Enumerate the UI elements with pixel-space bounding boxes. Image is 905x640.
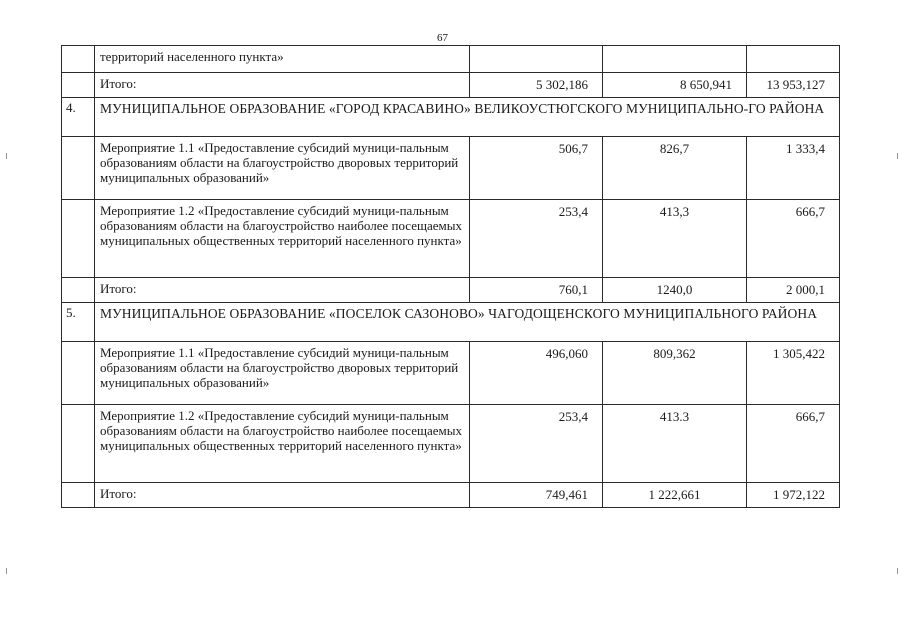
total-label: Итого:: [95, 73, 470, 98]
section-number: 5.: [62, 303, 95, 342]
value-col-1: 5 302,186: [470, 73, 603, 98]
total-row: [62, 278, 840, 303]
row-description: территорий населенного пункта»: [95, 46, 470, 73]
table-row: [62, 46, 840, 73]
value-col-2: 826,7: [603, 137, 747, 200]
row-number: [62, 200, 95, 278]
measure-description: Мероприятие 1.2 «Предоставление субсидий муници-пальным образованиям области на благоустройство наиболее посещаемых муниципальных общественных территорий населенного пункта»: [95, 405, 470, 483]
value-col-1: 253,4: [470, 200, 603, 278]
row-number: [62, 278, 95, 303]
value-col-1: 496,060: [470, 342, 603, 405]
section-row: [62, 98, 840, 137]
value-col-1: 253,4: [470, 405, 603, 483]
measure-row: [62, 405, 840, 483]
value-col-3: 1 333,4: [747, 137, 840, 200]
scan-mark: [897, 568, 898, 574]
value-col-1: 749,461: [470, 483, 603, 508]
value-col-1: [470, 46, 603, 73]
value-col-2: 809,362: [603, 342, 747, 405]
page-number: 67: [437, 32, 448, 44]
value-col-2: 413.3: [603, 405, 747, 483]
value-col-3: 1 305,422: [747, 342, 840, 405]
value-col-3: 1 972,122: [747, 483, 840, 508]
total-row: [62, 483, 840, 508]
section-title: МУНИЦИПАЛЬНОЕ ОБРАЗОВАНИЕ «ПОСЕЛОК САЗОНОВО» ЧАГОДОЩЕНСКОГО МУНИЦИПАЛЬНОГО РАЙОНА: [95, 303, 840, 342]
total-row: [62, 73, 840, 98]
row-number: [62, 46, 95, 73]
value-col-2: 1 222,661: [603, 483, 747, 508]
measure-description: Мероприятие 1.1 «Предоставление субсидий муници-пальным образованиям области на благоустройство дворовых территорий муниципальных образований»: [95, 342, 470, 405]
measure-row: [62, 342, 840, 405]
value-col-3: 13 953,127: [747, 73, 840, 98]
row-number: [62, 73, 95, 98]
value-col-1: 760,1: [470, 278, 603, 303]
value-col-3: 2 000,1: [747, 278, 840, 303]
value-col-2: 1240,0: [603, 278, 747, 303]
value-col-3: 666,7: [747, 200, 840, 278]
scan-mark: [6, 568, 7, 574]
total-label: Итого:: [95, 483, 470, 508]
section-row: [62, 303, 840, 342]
value-col-2: [603, 46, 747, 73]
scan-mark: [6, 153, 7, 159]
row-number: [62, 137, 95, 200]
total-label: Итого:: [95, 278, 470, 303]
scan-mark: [897, 153, 898, 159]
budget-table: [61, 45, 840, 508]
measure-description: Мероприятие 1.2 «Предоставление субсидий муници-пальным образованиям области на благоустройство наиболее посещаемых муниципальных общественных территорий населенного пункта»: [95, 200, 470, 278]
value-col-1: 506,7: [470, 137, 603, 200]
value-col-3: [747, 46, 840, 73]
section-number: 4.: [62, 98, 95, 137]
measure-row: [62, 137, 840, 200]
row-number: [62, 342, 95, 405]
value-col-3: 666,7: [747, 405, 840, 483]
section-title: МУНИЦИПАЛЬНОЕ ОБРАЗОВАНИЕ «ГОРОД КРАСАВИНО» ВЕЛИКОУСТЮГСКОГО МУНИЦИПАЛЬНО-ГО РАЙОНА: [95, 98, 840, 137]
row-number: [62, 483, 95, 508]
measure-description: Мероприятие 1.1 «Предоставление субсидий муници-пальным образованиям области на благоустройство дворовых территорий муниципальных образований»: [95, 137, 470, 200]
row-number: [62, 405, 95, 483]
measure-row: [62, 200, 840, 278]
value-col-2: 8 650,941: [603, 73, 747, 98]
value-col-2: 413,3: [603, 200, 747, 278]
